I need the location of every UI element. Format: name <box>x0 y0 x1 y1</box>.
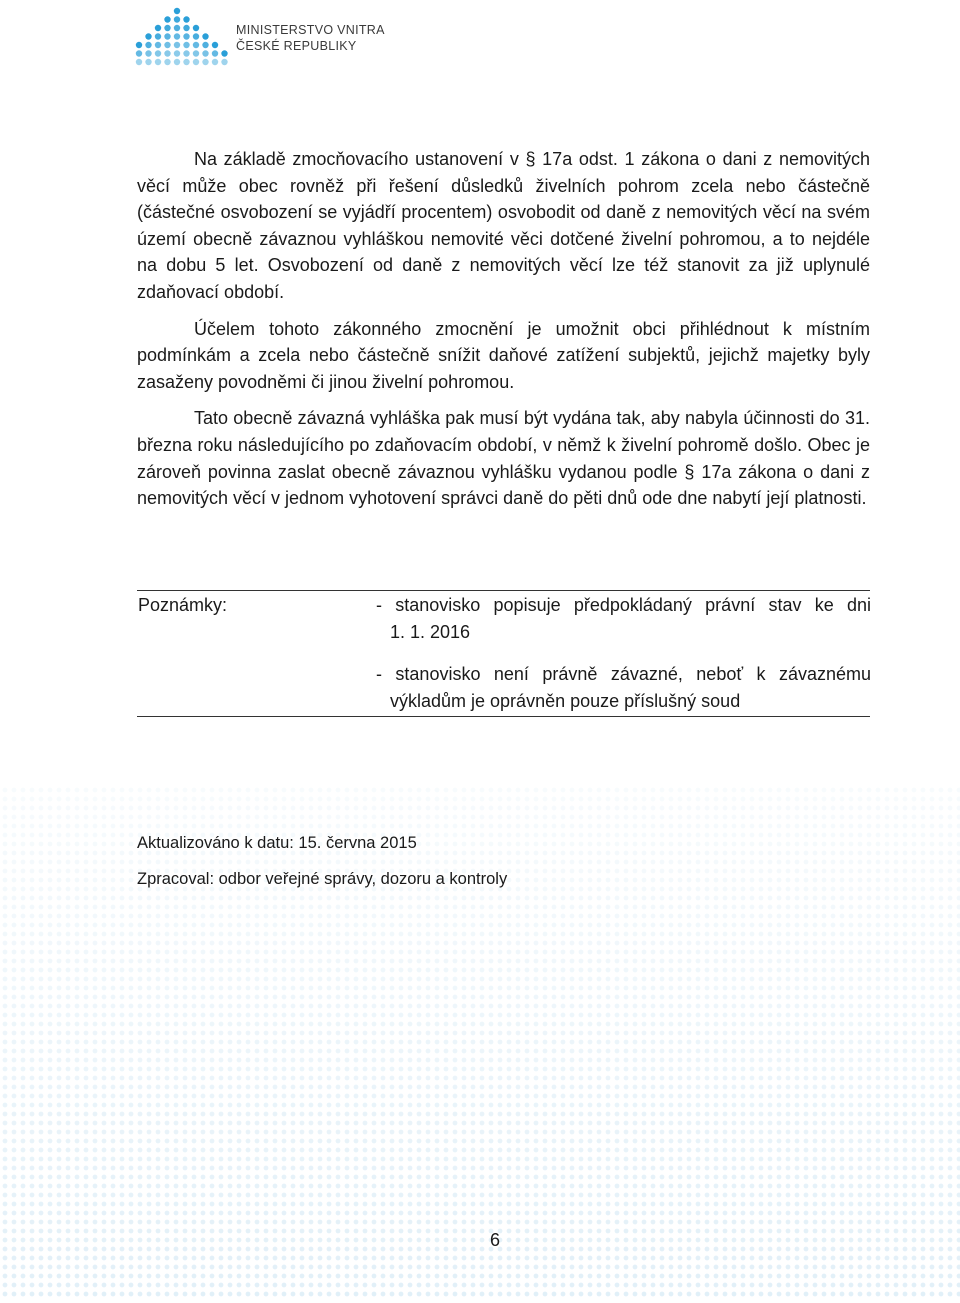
logo-line-2: ČESKÉ REPUBLIKY <box>236 39 357 53</box>
page-number: 6 <box>490 1230 501 1250</box>
note-item <box>376 592 871 646</box>
note-item <box>376 661 871 715</box>
document-body <box>137 146 870 512</box>
logo-line-1: MINISTERSTVO VNITRA <box>236 23 385 37</box>
ministry-logo <box>134 0 385 70</box>
logo-wordmark <box>236 22 385 54</box>
notes-label: Poznámky: <box>138 595 228 615</box>
note-text-continued: 1. 1. 2016 <box>390 622 471 642</box>
note-text: - stanovisko není právně závazné, neboť k závaznému <box>376 664 871 684</box>
logo-dot-mark-icon <box>134 0 234 70</box>
updated-date: Aktualizováno k datu: 15. června 2015 <box>137 834 417 852</box>
author-line: Zpracoval: odbor veřejné správy, dozoru a kontroly <box>137 870 508 888</box>
body-paragraph: Tato obecně závazná vyhláška pak musí být vydána tak, aby nabyla účinnosti do 31. března roku následujícího po zdaňovacím období, v němž k živelní pohromě došlo. Obec je zároveň povinna zaslat obecně závaznou vyhlášku vydanou podle § 17a zákona o dani z nemovitých věcí v jednom vyhotovení správci daně do pěti dnů ode dne nabytí její platnosti. <box>137 408 870 509</box>
notes-section <box>137 590 870 717</box>
body-paragraph: Účelem tohoto zákonného zmocnění je umožnit obci přihlédnout k místním podmínkám a zcela nebo částečně snížit daňové zatížení subjektů, jejichž majetky byly zasaženy povodněmi či jinou živelní pohromou. <box>137 318 870 392</box>
note-text-continued: výkladům je oprávněn pouze příslušný soud <box>390 691 741 711</box>
note-text: - stanovisko popisuje předpokládaný právní stav ke dni <box>376 595 871 615</box>
body-paragraph: Na základě zmocňovacího ustanovení v § 17a odst. 1 zákona o dani z nemovitých věcí může obec rovněž při řešení důsledků živelních pohrom zcela nebo částečně (částečné osvobození se vyjádří procentem) osvobodit od daně z nemovitých věcí na svém území obecně závaznou vyhláškou nemovité věci dotčené živelní pohromou, a to nejdéle na dobu 5 let. Osvobození od daně z nemovitých věcí lze též stanovit za již uplynulé zdaňovací období. <box>137 149 870 302</box>
